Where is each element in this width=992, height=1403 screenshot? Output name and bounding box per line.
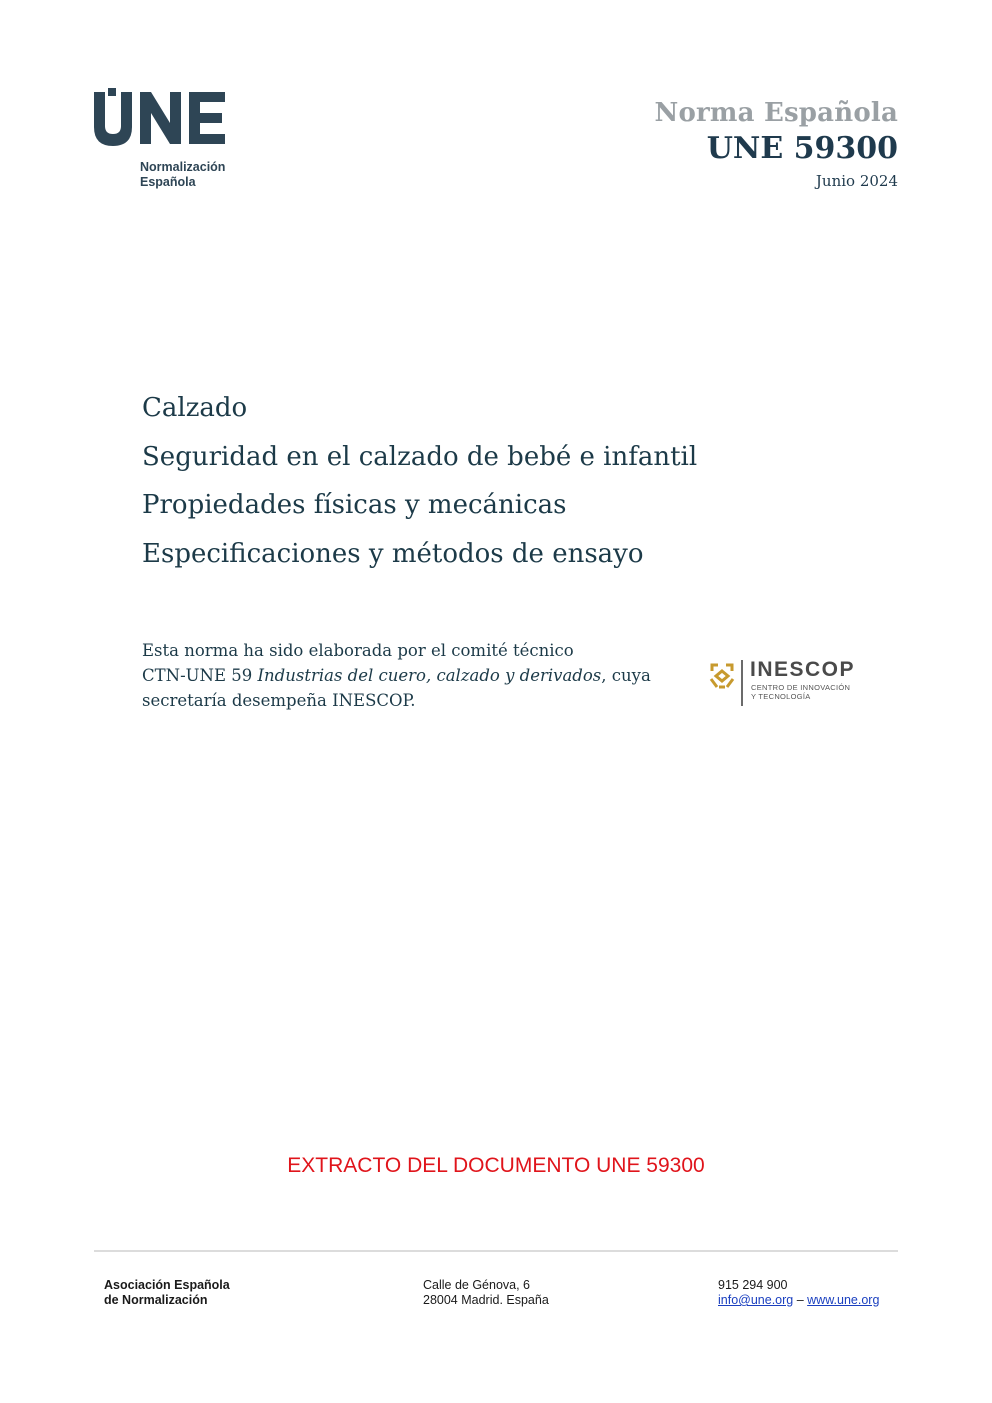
standard-kicker: Norma Española (654, 98, 898, 128)
extract-notice: EXTRACTO DEL DOCUMENTO UNE 59300 (287, 1154, 705, 1177)
standard-header (655, 96, 898, 192)
title-line: Propiedades físicas y mecánicas (142, 490, 567, 520)
inescop-subtitle (751, 684, 850, 701)
inescop-subtitle-line2: Y TECNOLOGÍA (751, 691, 811, 701)
inescop-logo (708, 658, 878, 710)
inescop-divider (741, 660, 743, 706)
website-link[interactable]: www.une.org (807, 1293, 880, 1307)
standard-date: Junio 2024 (815, 172, 898, 190)
footer-phone: 915 294 900 (718, 1278, 788, 1292)
email-link[interactable]: info@une.org (718, 1293, 794, 1307)
logo-subtitle (140, 160, 225, 190)
committee-line2-suffix: , cuya (601, 666, 651, 685)
committee-line1: Esta norma ha sido elaborada por el comité técnico (142, 641, 574, 660)
committee-code: CTN-UNE 59 (142, 666, 258, 685)
inescop-name: INESCOP (750, 658, 856, 681)
inescop-subtitle-line1: CENTRO DE INNOVACIÓN (751, 683, 851, 692)
document-titles (142, 384, 697, 578)
footer-contact (718, 1278, 879, 1308)
footer-link-separator: – (793, 1293, 808, 1307)
committee-line3: secretaría desempeña INESCOP. (142, 691, 416, 710)
inescop-star-icon (708, 662, 736, 690)
footer-org-line1: Asociación Española (104, 1278, 230, 1292)
footer-links (718, 1293, 879, 1308)
standard-code: UNE 59300 (706, 131, 898, 166)
committee-line2 (142, 663, 682, 688)
une-wordmark-icon (92, 88, 232, 148)
title-line: Calzado (142, 393, 248, 423)
une-logo (92, 88, 232, 198)
footer-divider (94, 1250, 898, 1252)
title-line: Especificaciones y métodos de ensayo (142, 538, 644, 569)
committee-name: Industrias del cuero, calzado y derivados (257, 666, 602, 685)
title-line: Seguridad en el calzado de bebé e infantil (142, 441, 698, 472)
logo-subtitle-line2: Española (140, 175, 196, 189)
footer-address-line2: 28004 Madrid. España (423, 1293, 549, 1307)
footer-address-line1: Calle de Génova, 6 (423, 1278, 531, 1292)
logo-subtitle-line1: Normalización (140, 160, 226, 174)
footer-address (423, 1278, 549, 1308)
footer-organization (104, 1278, 230, 1308)
committee-statement (142, 638, 682, 713)
footer-org-line2: de Normalización (104, 1293, 208, 1307)
